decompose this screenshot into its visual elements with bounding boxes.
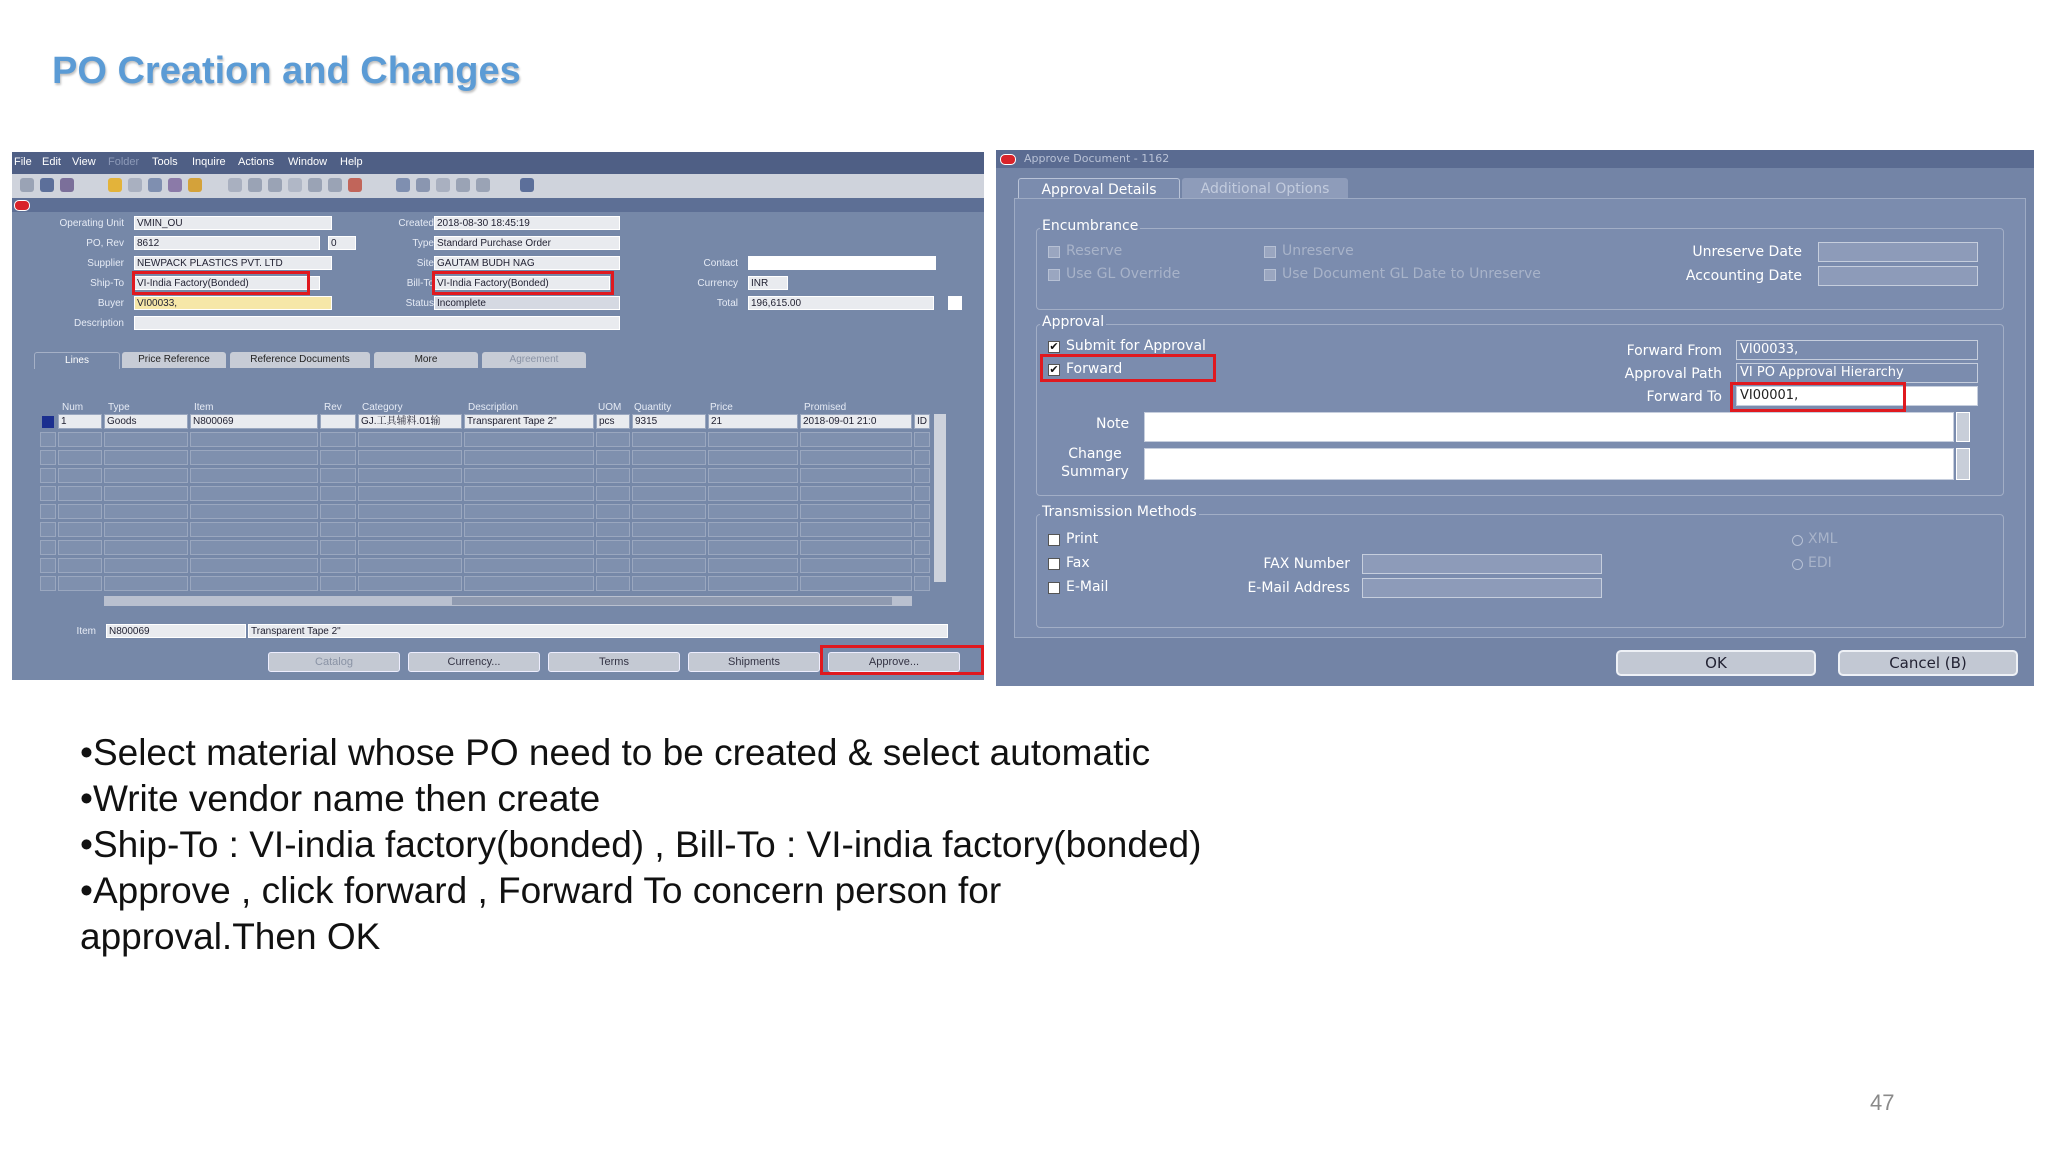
site-field[interactable]: GAUTAM BUDH NAG <box>434 256 620 270</box>
empty-grid-cell[interactable] <box>104 522 188 537</box>
empty-grid-cell[interactable] <box>800 504 912 519</box>
email-checkbox[interactable] <box>1048 582 1060 594</box>
tab-more[interactable]: More <box>374 352 478 368</box>
row-indicator[interactable] <box>40 432 56 447</box>
line-description-cell[interactable]: Transparent Tape 2" <box>464 414 594 429</box>
note-field[interactable] <box>1144 412 1954 442</box>
row-selected-indicator[interactable] <box>42 416 54 428</box>
catalog-button[interactable]: Catalog <box>268 652 400 672</box>
empty-grid-cell[interactable] <box>596 468 630 483</box>
zoom-icon[interactable] <box>308 178 322 192</box>
unreserve-label: Unreserve <box>1282 243 1354 259</box>
status-field: Incomplete <box>434 296 620 310</box>
empty-grid-cell[interactable] <box>464 504 594 519</box>
total-field: 196,615.00 <box>748 296 934 310</box>
empty-grid-cell[interactable] <box>632 558 706 573</box>
empty-grid-cell[interactable] <box>104 450 188 465</box>
approve-highlight <box>820 645 984 675</box>
accounting-date-field[interactable] <box>1818 266 1978 286</box>
email-address-label: E-Mail Address <box>1247 580 1350 596</box>
empty-grid-cell[interactable] <box>320 504 356 519</box>
purchase-order-window <box>12 152 984 680</box>
line-item-cell[interactable]: N800069 <box>190 414 318 429</box>
fax-number-field[interactable] <box>1362 554 1602 574</box>
empty-grid-cell[interactable] <box>464 540 594 555</box>
list-icon[interactable] <box>476 178 490 192</box>
email-address-field[interactable] <box>1362 578 1602 598</box>
empty-grid-cell[interactable] <box>464 576 594 591</box>
empty-grid-cell[interactable] <box>464 522 594 537</box>
currency-field[interactable]: INR <box>748 276 788 290</box>
empty-grid-cell[interactable] <box>800 540 912 555</box>
forward-label: Forward <box>1066 361 1123 377</box>
empty-grid-cell[interactable] <box>708 522 798 537</box>
empty-grid-cell[interactable] <box>104 432 188 447</box>
empty-grid-cell[interactable] <box>464 432 594 447</box>
line-quantity-cell[interactable]: 9315 <box>632 414 706 429</box>
po-revision-field[interactable]: 0 <box>328 236 356 250</box>
empty-grid-cell[interactable] <box>914 522 930 537</box>
footer-item-label: Item <box>76 626 96 637</box>
col-quantity: Quantity <box>634 402 672 413</box>
unreserve-date-label: Unreserve Date <box>1692 244 1802 260</box>
find-icon[interactable] <box>40 178 54 192</box>
submit-for-approval-checkbox[interactable]: ✔ <box>1049 340 1059 353</box>
supplier-label: Supplier <box>87 258 124 269</box>
bullet-item: •Ship-To : VI-india factory(bonded) , Bill-To : VI-india factory(bonded) <box>80 824 1202 865</box>
copy-icon[interactable] <box>188 178 202 192</box>
form-title-bar <box>12 198 984 212</box>
row-indicator[interactable] <box>40 576 56 591</box>
type-field[interactable]: Standard Purchase Order <box>434 236 620 250</box>
empty-grid-cell[interactable] <box>58 468 102 483</box>
line-rev-cell[interactable] <box>320 414 356 429</box>
empty-grid-cell[interactable] <box>104 468 188 483</box>
forward-to-label: Forward To <box>1646 389 1722 405</box>
empty-grid-cell[interactable] <box>190 522 318 537</box>
line-num-cell[interactable]: 1 <box>58 414 102 429</box>
empty-grid-cell[interactable] <box>914 450 930 465</box>
save-icon[interactable] <box>108 178 122 192</box>
tab-additional-options[interactable]: Additional Options <box>1182 178 1348 200</box>
col-num: Num <box>62 402 84 413</box>
col-description: Description <box>468 402 519 413</box>
empty-grid-cell[interactable] <box>358 504 462 519</box>
empty-grid-cell[interactable] <box>632 576 706 591</box>
submit-for-approval-label: Submit for Approval <box>1066 338 1206 354</box>
cut-icon[interactable] <box>168 178 182 192</box>
translations-icon[interactable] <box>328 178 342 192</box>
empty-grid-cell[interactable] <box>190 576 318 591</box>
toolbar <box>12 174 984 198</box>
shipments-button[interactable]: Shipments <box>688 652 820 672</box>
approval-label: Approval <box>1042 314 1105 330</box>
empty-grid-cell[interactable] <box>190 450 318 465</box>
tab-price-reference[interactable]: Price Reference <box>122 352 226 368</box>
operating-unit-label: Operating Unit <box>59 218 124 229</box>
empty-grid-cell[interactable] <box>708 432 798 447</box>
empty-grid-cell[interactable] <box>104 486 188 501</box>
col-category: Category <box>362 402 403 413</box>
ship-to-field[interactable]: VI-India Factory(Bonded) <box>134 276 320 290</box>
tab-reference-documents[interactable]: Reference Documents <box>230 352 370 368</box>
line-extra-cell[interactable]: ID <box>914 414 930 429</box>
edi-label: EDI <box>1808 555 1832 571</box>
approval-path-field[interactable]: VI PO Approval Hierarchy <box>1736 363 1978 383</box>
encumbrance-label: Encumbrance <box>1042 218 1139 234</box>
empty-grid-cell[interactable] <box>58 486 102 501</box>
empty-grid-cell[interactable] <box>914 576 930 591</box>
total-label: Total <box>716 298 738 309</box>
empty-grid-cell[interactable] <box>104 504 188 519</box>
row-indicator[interactable] <box>40 558 56 573</box>
empty-grid-cell[interactable] <box>190 504 318 519</box>
email-label: E-Mail <box>1066 579 1109 595</box>
menu-window[interactable]: Window <box>288 156 328 168</box>
print-checkbox[interactable] <box>1048 534 1060 546</box>
empty-grid-cell[interactable] <box>358 486 462 501</box>
print-icon[interactable] <box>128 178 142 192</box>
empty-grid-cell[interactable] <box>632 504 706 519</box>
menu-tools[interactable]: Tools <box>152 156 178 168</box>
forward-highlight <box>1040 354 1216 382</box>
footer-item-field: N800069 <box>106 624 246 638</box>
bill-to-field[interactable]: VI-India Factory(Bonded) <box>434 276 610 290</box>
col-type: Type <box>108 402 130 413</box>
fax-number-label: FAX Number <box>1263 556 1350 572</box>
row-indicator[interactable] <box>40 504 56 519</box>
line-promised-cell[interactable]: 2018-09-01 21:0 <box>800 414 912 429</box>
print-label: Print <box>1066 531 1099 547</box>
row-indicator[interactable] <box>40 468 56 483</box>
tab-lines[interactable]: Lines <box>34 352 120 369</box>
currency-label: Currency <box>697 278 738 289</box>
menu-file[interactable]: File <box>14 156 32 168</box>
menu-view[interactable]: View <box>72 156 96 168</box>
bill-to-label: Bill-To <box>406 278 434 289</box>
empty-grid-cell[interactable] <box>914 432 930 447</box>
settings-icon[interactable] <box>456 178 470 192</box>
empty-grid-cell[interactable] <box>358 558 462 573</box>
col-item: Item <box>194 402 214 413</box>
description-label: Description <box>73 318 124 329</box>
currency-button[interactable]: Currency... <box>408 652 540 672</box>
bullet-item: •Approve , click forward , Forward To concern person for <box>80 870 1002 911</box>
forward-from-label: Forward From <box>1626 343 1722 359</box>
xml-label: XML <box>1808 531 1838 547</box>
empty-grid-cell[interactable] <box>58 522 102 537</box>
change-summary-label: Change <box>1068 446 1122 462</box>
note-label: Note <box>1096 416 1130 432</box>
menu-actions[interactable]: Actions <box>238 156 275 168</box>
reserve-label: Reserve <box>1066 243 1123 259</box>
contact-label: Contact <box>703 258 738 269</box>
use-gl-override-checkbox[interactable] <box>1048 269 1060 281</box>
dialog-title-bar <box>996 150 2034 168</box>
approve-button[interactable]: Approve... <box>828 652 960 672</box>
empty-grid-cell[interactable] <box>596 504 630 519</box>
empty-grid-cell[interactable] <box>632 522 706 537</box>
forward-from-field[interactable]: VI00033, <box>1736 340 1978 360</box>
show-navigator-icon[interactable] <box>60 178 74 192</box>
row-indicator[interactable] <box>40 450 56 465</box>
empty-grid-cell[interactable] <box>914 540 930 555</box>
buyer-field[interactable]: VI00033, <box>134 296 332 310</box>
instruction-bullets <box>80 730 1380 960</box>
horizontal-scroll-thumb[interactable] <box>452 597 892 605</box>
oracle-logo-icon <box>1000 154 1016 165</box>
col-price: Price <box>710 402 733 413</box>
empty-grid-cell[interactable] <box>190 468 318 483</box>
empty-grid-cell[interactable] <box>708 450 798 465</box>
supplier-field[interactable]: NEWPACK PLASTICS PVT. LTD <box>134 256 332 270</box>
empty-grid-cell[interactable] <box>358 540 462 555</box>
ship-to-highlight <box>132 271 310 295</box>
row-indicator[interactable] <box>40 522 56 537</box>
empty-grid-cell[interactable] <box>358 576 462 591</box>
slide-title: PO Creation and Changes <box>52 50 521 92</box>
empty-grid-cell[interactable] <box>104 540 188 555</box>
empty-grid-cell[interactable] <box>320 486 356 501</box>
global-checkbox[interactable] <box>948 296 962 310</box>
paste-icon[interactable] <box>228 178 242 192</box>
close-form-icon[interactable] <box>148 178 162 192</box>
folder-tools-icon[interactable] <box>396 178 410 192</box>
empty-grid-cell[interactable] <box>800 558 912 573</box>
empty-grid-cell[interactable] <box>800 486 912 501</box>
empty-grid-cell[interactable] <box>632 450 706 465</box>
empty-grid-cell[interactable] <box>320 468 356 483</box>
ok-button[interactable]: OK <box>1616 650 1816 676</box>
empty-grid-cell[interactable] <box>800 432 912 447</box>
status-label: Status <box>405 298 434 309</box>
empty-grid-cell[interactable] <box>708 540 798 555</box>
line-uom-cell[interactable]: pcs <box>596 414 630 429</box>
empty-grid-cell[interactable] <box>358 468 462 483</box>
xml-radio[interactable] <box>1792 535 1803 546</box>
site-label: Site <box>416 258 434 269</box>
empty-grid-cell[interactable] <box>58 540 102 555</box>
col-promised: Promised <box>804 402 847 413</box>
empty-grid-cell[interactable] <box>104 558 188 573</box>
empty-grid-cell[interactable] <box>464 486 594 501</box>
menu-folder[interactable]: Folder <box>108 156 140 168</box>
unreserve-checkbox[interactable] <box>1264 246 1276 258</box>
empty-grid-cell[interactable] <box>708 468 798 483</box>
empty-grid-cell[interactable] <box>464 468 594 483</box>
empty-grid-cell[interactable] <box>596 540 630 555</box>
menu-edit[interactable]: Edit <box>42 156 61 168</box>
empty-grid-cell[interactable] <box>708 504 798 519</box>
change-summary-field[interactable] <box>1144 448 1954 480</box>
empty-grid-cell[interactable] <box>914 504 930 519</box>
dialog-title: Approve Document - 1162 <box>1024 152 1170 165</box>
menu-help[interactable]: Help <box>340 156 363 168</box>
bill-to-highlight <box>432 271 614 295</box>
empty-grid-cell[interactable] <box>190 432 318 447</box>
empty-grid-cell[interactable] <box>358 450 462 465</box>
footer-item-desc-field: Transparent Tape 2" <box>248 624 948 638</box>
transmission-methods-label: Transmission Methods <box>1042 504 1197 520</box>
approval-path-label: Approval Path <box>1624 366 1722 382</box>
type-label: Type <box>412 238 434 249</box>
delete-icon[interactable] <box>268 178 282 192</box>
empty-grid-cell[interactable] <box>708 576 798 591</box>
empty-grid-cell[interactable] <box>914 468 930 483</box>
empty-grid-cell[interactable] <box>58 576 102 591</box>
empty-grid-cell[interactable] <box>800 576 912 591</box>
created-label: Created <box>398 218 434 229</box>
empty-grid-cell[interactable] <box>190 540 318 555</box>
bullet-item: •Write vendor name then create <box>80 778 601 819</box>
tab-agreement[interactable]: Agreement <box>482 352 586 368</box>
row-indicator[interactable] <box>40 486 56 501</box>
created-field[interactable]: 2018-08-30 18:45:19 <box>434 216 620 230</box>
change-summary-label-2: Summary <box>1061 464 1129 480</box>
forward-checkbox[interactable]: ✔ <box>1049 363 1059 376</box>
empty-grid-cell[interactable] <box>58 450 102 465</box>
line-type-cell[interactable]: Goods <box>104 414 188 429</box>
unreserve-date-field[interactable] <box>1818 242 1978 262</box>
menu-inquire[interactable]: Inquire <box>192 156 226 168</box>
empty-grid-cell[interactable] <box>464 450 594 465</box>
use-gl-override-label: Use GL Override <box>1066 266 1181 282</box>
window-help-icon[interactable] <box>416 178 430 192</box>
empty-grid-cell[interactable] <box>320 450 356 465</box>
col-rev: Rev <box>324 402 342 413</box>
empty-grid-cell[interactable] <box>632 468 706 483</box>
empty-grid-cell[interactable] <box>596 576 630 591</box>
contact-field[interactable] <box>748 256 936 270</box>
empty-grid-cell[interactable] <box>358 522 462 537</box>
line-price-cell[interactable]: 21 <box>708 414 798 429</box>
empty-grid-cell[interactable] <box>632 432 706 447</box>
empty-grid-cell[interactable] <box>58 432 102 447</box>
empty-grid-cell[interactable] <box>708 486 798 501</box>
empty-grid-cell[interactable] <box>800 522 912 537</box>
empty-grid-cell[interactable] <box>104 576 188 591</box>
empty-grid-cell[interactable] <box>708 558 798 573</box>
forward-to-highlight <box>1730 382 1906 412</box>
approve-document-dialog <box>996 150 2034 686</box>
edi-radio[interactable] <box>1792 559 1803 570</box>
fax-label: Fax <box>1066 555 1090 571</box>
terms-button[interactable]: Terms <box>548 652 680 672</box>
empty-grid-cell[interactable] <box>464 558 594 573</box>
page-number: 47 <box>1870 1090 1895 1115</box>
bullet-item: approval.Then OK <box>80 916 381 957</box>
help-icon[interactable] <box>520 178 534 192</box>
ship-to-label: Ship-To <box>90 278 124 289</box>
empty-grid-cell[interactable] <box>914 486 930 501</box>
empty-grid-cell[interactable] <box>596 432 630 447</box>
bullet-item: •Select material whose PO need to be created & select automatic <box>80 732 1151 773</box>
empty-grid-cell[interactable] <box>596 450 630 465</box>
empty-grid-cell[interactable] <box>596 522 630 537</box>
oracle-logo-icon <box>14 200 30 211</box>
empty-grid-cell[interactable] <box>596 486 630 501</box>
empty-grid-cell[interactable] <box>58 504 102 519</box>
empty-grid-cell[interactable] <box>320 540 356 555</box>
empty-grid-cell[interactable] <box>320 558 356 573</box>
empty-grid-cell[interactable] <box>632 486 706 501</box>
empty-grid-cell[interactable] <box>632 540 706 555</box>
edit-field-icon[interactable] <box>288 178 302 192</box>
empty-grid-cell[interactable] <box>190 558 318 573</box>
empty-grid-cell[interactable] <box>58 558 102 573</box>
empty-grid-cell[interactable] <box>320 522 356 537</box>
po-rev-label: PO, Rev <box>86 238 124 249</box>
empty-grid-cell[interactable] <box>800 468 912 483</box>
empty-grid-cell[interactable] <box>358 432 462 447</box>
tab-approval-details[interactable]: Approval Details <box>1018 178 1180 201</box>
cancel-button[interactable]: Cancel (B) <box>1838 650 2018 676</box>
buyer-label: Buyer <box>97 298 124 309</box>
forward-to-field[interactable]: VI00001, <box>1736 386 1978 406</box>
reserve-checkbox[interactable] <box>1048 246 1060 258</box>
operating-unit-field[interactable]: VMIN_OU <box>134 216 332 230</box>
clear-record-icon[interactable] <box>248 178 262 192</box>
po-number-field[interactable]: 8612 <box>134 236 320 250</box>
accounting-date-label: Accounting Date <box>1685 268 1802 284</box>
description-field[interactable] <box>134 316 620 330</box>
tools-icon[interactable] <box>436 178 450 192</box>
use-document-gl-date-checkbox[interactable] <box>1264 269 1276 281</box>
lines-vertical-scrollbar[interactable] <box>934 414 946 582</box>
col-uom: UOM <box>598 402 622 413</box>
use-document-gl-date-label: Use Document GL Date to Unreserve <box>1282 266 1541 282</box>
line-category-cell[interactable]: GJ.工具辅料.01输 <box>358 414 462 429</box>
empty-grid-cell[interactable] <box>914 558 930 573</box>
row-indicator[interactable] <box>40 540 56 555</box>
new-icon[interactable] <box>20 178 34 192</box>
empty-grid-cell[interactable] <box>320 432 356 447</box>
attachments-icon[interactable] <box>348 178 362 192</box>
empty-grid-cell[interactable] <box>596 558 630 573</box>
empty-grid-cell[interactable] <box>800 450 912 465</box>
empty-grid-cell[interactable] <box>320 576 356 591</box>
menu-bar <box>12 152 984 174</box>
fax-checkbox[interactable] <box>1048 558 1060 570</box>
change-summary-scrollbar[interactable] <box>1956 448 1970 480</box>
note-scrollbar[interactable] <box>1956 412 1970 442</box>
empty-grid-cell[interactable] <box>190 486 318 501</box>
